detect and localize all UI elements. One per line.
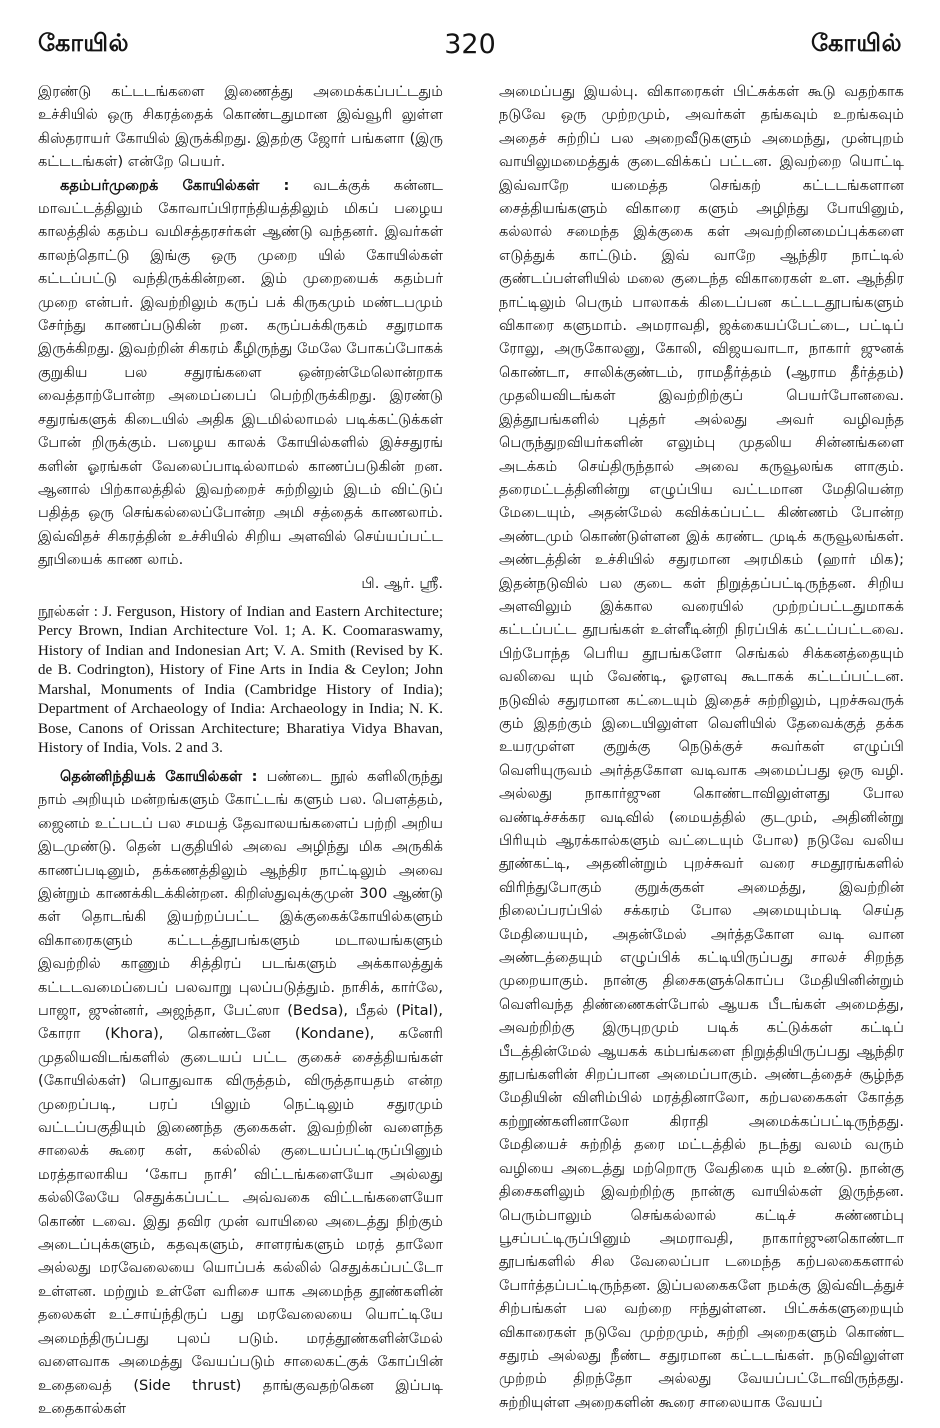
- running-head-right: கோயில்: [811, 28, 902, 57]
- right-column: [499, 80, 904, 1420]
- section-body-kadamba: வடக்குக் கன்னட மாவட்டத்திலும் கோவாப்பிராந்தியத்திலும் மிகப் பழைய காலத்தில் கதம்ப வமிசத்தரசர்கள் ஆண்டு வந்தனர். இவர்கள் காலந்தொட்டு இங்கு ஒரு முறை யில் கோயில்கள் கட்டப்பட்டு வந்திருக்கின்றன. இம் முறையைக் கதம்பர் முறை என்பர். இவற்றிலும் கருப் பக் கிருகமும் மண்டபமும் சேர்ந்து காணப்படுகின் றன. கருப்பக்கிருகம் சதுரமாக இருக்கிறது. இவற்றின் சிகரம் கீழிருந்து மேலே போகப்போகக் குறுகிய பல சதுரங்களை ஒன்றன்மேலொன்றாக வைத்தாற்போன்ற அமைப்பைப் பெற்றிருக்கிறது. இரண்டு சதுரங்களுக் கிடையில் அதிக இடமில்லாமல் படிக்கட்டுக்கள் போன் றிருக்கும். பழைய காலக் கோயில்களில் இச்சதுரங் களின் ஓரங்கள் வேலைப்பாடில்லாமல் காணப்படுகின் றன. ஆனால் பிற்காலத்தில் இவற்றைச் சுற்றிலும் இடம் விட்டுப் பதித்த ஒரு செங்கல்லைப்போன்ற அமி சத்தைக் காணலாம். இவ்விதச் சிகரத்தின் உச்சியில் சிறிய அளவில் செய்யப்பட்ட தூபியைக் காண லாம்.: [38, 176, 443, 569]
- section-heading-south-indian: தென்னிந்தியக் கோயில்கள் :: [60, 767, 258, 785]
- running-head-left: கோயில்: [38, 28, 129, 57]
- page-number: 320: [444, 28, 496, 60]
- left-column: [38, 80, 443, 1420]
- references-block: [38, 603, 443, 759]
- references-label: நூல்கள் :: [38, 603, 98, 620]
- paragraph-kadamba-temples: [38, 174, 443, 572]
- paragraph-south-indian-temples: [38, 765, 443, 1420]
- section-heading-kadamba: கதம்பர்முறைக் கோயில்கள் :: [60, 176, 290, 194]
- paragraph-viharas-stupas: அமைப்பது இயல்பு. விகாரைகள் பிட்சுக்கள் கூடு வதற்காக நடுவே ஒரு முற்றமும், அவர்கள் தங்கவும் உறங்கவும் அதைச் சுற்றிப் பல அறைவீடுகளும் அமைந்து, முன்புறம் வாயிலுமமைத்துக் குடைவிக்கப் பட்டன. இவற்றை யொட்டி இவ்வாறே யமைத்த செங்கற் கட்டடங்களான சைத்தியங்களும் விகாரை களும் அழிந்து போயினும், கல்லால் சமைந்த இக்குகை கள் அவற்றினமைப்புக்களை எடுத்துக் காட்டும். இவ் வாறே ஆந்திர நாட்டில் குண்டப்பள்ளியில் மலை குடைந்த விகாரைகள் உள. ஆந்திர நாட்டிலும் பெரும் பாலாகக் கிடைப்பன கட்டடதூபங்களும் விகாரை களுமாம். அமராவதி, ஜக்கையப்பேட்டை, பட்டிப் ரோலு, அருகோலனு, கோலி, விஜயவாடா, நாகார் ஜுனக் கொண்டா, சாலிக்குண்டம், ராமதீர்த்தம் (ஆராம தீர்த்தம்) முதலியவிடங்கள் இவற்றிற்குப் பெயர்போனவை. இத்தூபங்களில் புத்தர் அல்லது அவர் வழிவந்த பெருந்துறவியர்களின் எலும்பு முதலிய சின்னங்களை அடக்கம் செய்திருந்தால் அவை கருவூலங்க ளாகும். தரைமட்டத்தினின்று எழுப்பிய வட்டமான மேதியென்ற மேடையும், அதன்மேல் கவிக்கப்பட்ட கிண்ணம் போன்ற அண்டமும் கொண்டுள்ளன இக் கரண்ட முடிக் கருவூலங்கள். அண்டத்தின் உச்சியில் சதுரமான அரமிகம் (ஹார் மிக); இதன்நடுவில் பல குடை கள் நிறுத்தப்பட்டிருந்தன. சிறிய அளவிலும் இக்கால வரையில் முற்றப்பட்டதுமாகக் கட்டப்பட்ட தூபங்கள் உள்ளீடின்றி நிரப்பிக் கட்டப்பட்டவை. பிற்போந்த பெரிய தூபங்களோ செங்கல் சிக்கனத்தையும் வலிவை யும் வேண்டி, ஓரளவு கூடாகக் கட்டப்பட்டன. நடுவில் சதுரமான கட்டையும் இதைச் சுற்றிலும், புறச்சுவருக் கும் இதற்கும் இடையிலுள்ள வெளியில் தேவைக்குத் தக்க உயரமுள்ள குறுக்கு நெடுக்குச் சுவர்கள் எழுப்பி வெளியுருவம் அர்த்தகோள வடிவாக அமைப்பது ஒரு வழி. அல்லது நாகார்ஜுன கொண்டாவிலுள்ளது போல வண்டிச்சக்கர வடிவில் (மையத்தில் குடமும், அதினின்று பிரியும் ஆரக்கால்களும் வட்டையும் போல) நடுவே வலிய தூண்கட்டி, அதனின்றும் புறச்சுவர் வரை சமதூரங்களில் விரிந்துபோகும் குறுக்குகள் அமைத்து, இவற்றின் நிலைப்பரப்பில் சக்கரம் போல அமையும்படி செய்த மேதியையும், அதன்மேல் அர்த்தகோள வடி வான அண்டத்தையும் எழுப்பிக் கட்டியிருப்பது சாலச் சிறந்த முறையாகும். நான்கு திசைகளுக்கொப்ப மேதியினின்றும் வெளிவந்த திண்ணைகள்போல் ஆயக பீடங்கள் அமைத்து, அவற்றிற்கு இருபுறமும் படிக் கட்டுக்கள் கட்டிப் பீடத்தின்மேல் ஆயகக் கம்பங்களை நிறுத்தியிருப்பது ஆந்திர தூபங்களின் சிறப்பான அமைப்பாகும். அண்டத்தைச் சூழ்ந்த மேதியின் விளிம்பில் மரத்தினாலோ, கற்பலகைகள் கோத்த கற்றூண்களினாலோ கிராதி அமைக்கப்பட்டிருந்தது. மேதியைச் சுற்றித் தரை மட்டத்தில் நடந்து வலம் வரும் வழியை அடைத்து மற்றொரு வேதிகை யும் உண்டு. நான்கு திசைகளிலும் இவற்றிற்கு நான்கு வாயில்கள் இருந்தன. பெரும்பாலும் செங்கல்லால் கட்டிச் சுண்ணம்பு பூசப்பட்டிருப்பினும் அமராவதி, நாகார்ஜுனகொண்டா தூபங்களில் சில வேலைப்பா டமைந்த கற்பலகைகளால் போர்த்தப்பட்டிருந்தன. இப்பலகைகளே நமக்கு இவ்விடத்துச் சிற்பங்கள் பல வற்றை ஈந்துள்ளன. பிட்சுக்களுறையும் விகாரைகள் நடுவே முற்றமும், சுற்றி அறைகளும் கொண்ட சதுரம் அல்லது நீண்ட சதுரமான கட்டடங்கள். நடுவிலுள்ள முற்றம் திறந்தோ அல்லது வேயப்பட்டோவிருந்தது. சுற்றியுள்ள அறைகளின் கூரை சாலையாக வேயப்: [499, 83, 904, 1411]
- page-header: [38, 22, 902, 66]
- references-text: J. Ferguson, History of Indian and Eastern Architecture; Percy Brown, Indian Architecture Vol. 1; A. K. Coomaraswamy, History of Indian and Indonesian Art; V. A. Smith (Revised by K. de B. Codrington), History of Fine Arts in India & Ceylon; John Marshal, Monuments of India (Cambridge History of India); Department of Archaeology of India: Archaeology in India; N. K. Bose, Canons of Orissan Architecture; Bharatiya Vidya Bhavan, History of India, Vols. 2 and 3.: [38, 603, 443, 757]
- author-signature: பி. ஆர். ஸ்ரீ.: [361, 574, 443, 592]
- paragraph-continued: இரண்டு கட்டடங்களை இணைத்து அமைக்கப்பட்டதும் உச்சியில் ஒரு சிகரத்தைக் கொண்டதுமான இவ்வூரி லுள்ள கிஸ்தராயர் கோயில் இருக்கிறது. இதற்கு ஜோர் பங்களா (இரு கட்டடங்கள்) என்றே பெயர்.: [38, 83, 443, 171]
- section-body-south-indian: பண்டை நூல் களிலிருந்து நாம் அறியும் மன்றங்களும் கோட்டங் களும் பல. பௌத்தம், ஜைனம் உட்படப் பல சமயத் தேவாலயங்களைப் பற்றி அறிய இடமுண்டு. தென் பகுதியில் அவை அழிந்து மிக அருகிக் காணப்படினும், தக்கணத்திலும் ஆந்திர நாட்டிலும் அவை இன்றும் காணக்கிடக்கின்றன. கிறிஸ்துவுக்குமுன் 300 ஆண்டு கள் தொடங்கி இயற்றப்பட்ட இக்குகைக்கோயில்களும் விகாரைகளும் கட்டடத்தூபங்களும் மடாலயங்களும் இவற்றில் காணும் சித்திரப் படங்களும் அக்காலத்துக் கட்டடவமைப்பைப் பலவாறு புலப்படுத்தும். நாசிக், கார்லே, பாஜா, ஜுன்னர், அஜந்தா, பேட்ஸா (Bedsa), பீதல் (Pital), கோரா (Khora), கொண்டனே (Kondane), கனேரி முதலியவிடங்களில் குடையப் பட்ட குகைச் சைத்தியங்கள் (கோயில்கள்) பொதுவாக விருத்தம், விருத்தாயதம் என்ற முறைப்படி, பரப் பிலும் நெட்டிலும் சதுரமும் வட்டப்பகுதியும் இணைந்த குகைகள். இவற்றின் வளைந்த சாலைக் கூரை கள், கல்லில் குடையப்பட்டிருப்பினும் மரத்தாலாகிய ‘கோப நாசி’ விட்டங்களையோ அல்லது கல்லிலேயே செதுக்கப்பட்ட அவ்வகை விட்டங்களையோ கொண் டவை. இது தவிர முன் வாயிலை அடைத்து நிற்கும் அடைப்புக்களும், கதவுகளும், சாளரங்களும் மரத் தாலோ அல்லது மரவேலையை யொப்பக் கல்லில் செதுக்கப்பட்டோ உள்ளன. மற்றும் உள்ளே வரிசை யாக அமைந்த தூண்களின் தலைகள் உட்சாய்ந்திருப் பது மரவேலையை யொட்டியே அமைந்திருப்பது புலப் படும். மரத்தூண்களின்மேல் வளைவாக அமைத்து வேயப்படும் சாலைகட்குக் கோப்பின் உதைவைத் (Side thrust) தாங்குவதற்கென இப்படி உதைகால்கள்: [38, 767, 443, 1417]
